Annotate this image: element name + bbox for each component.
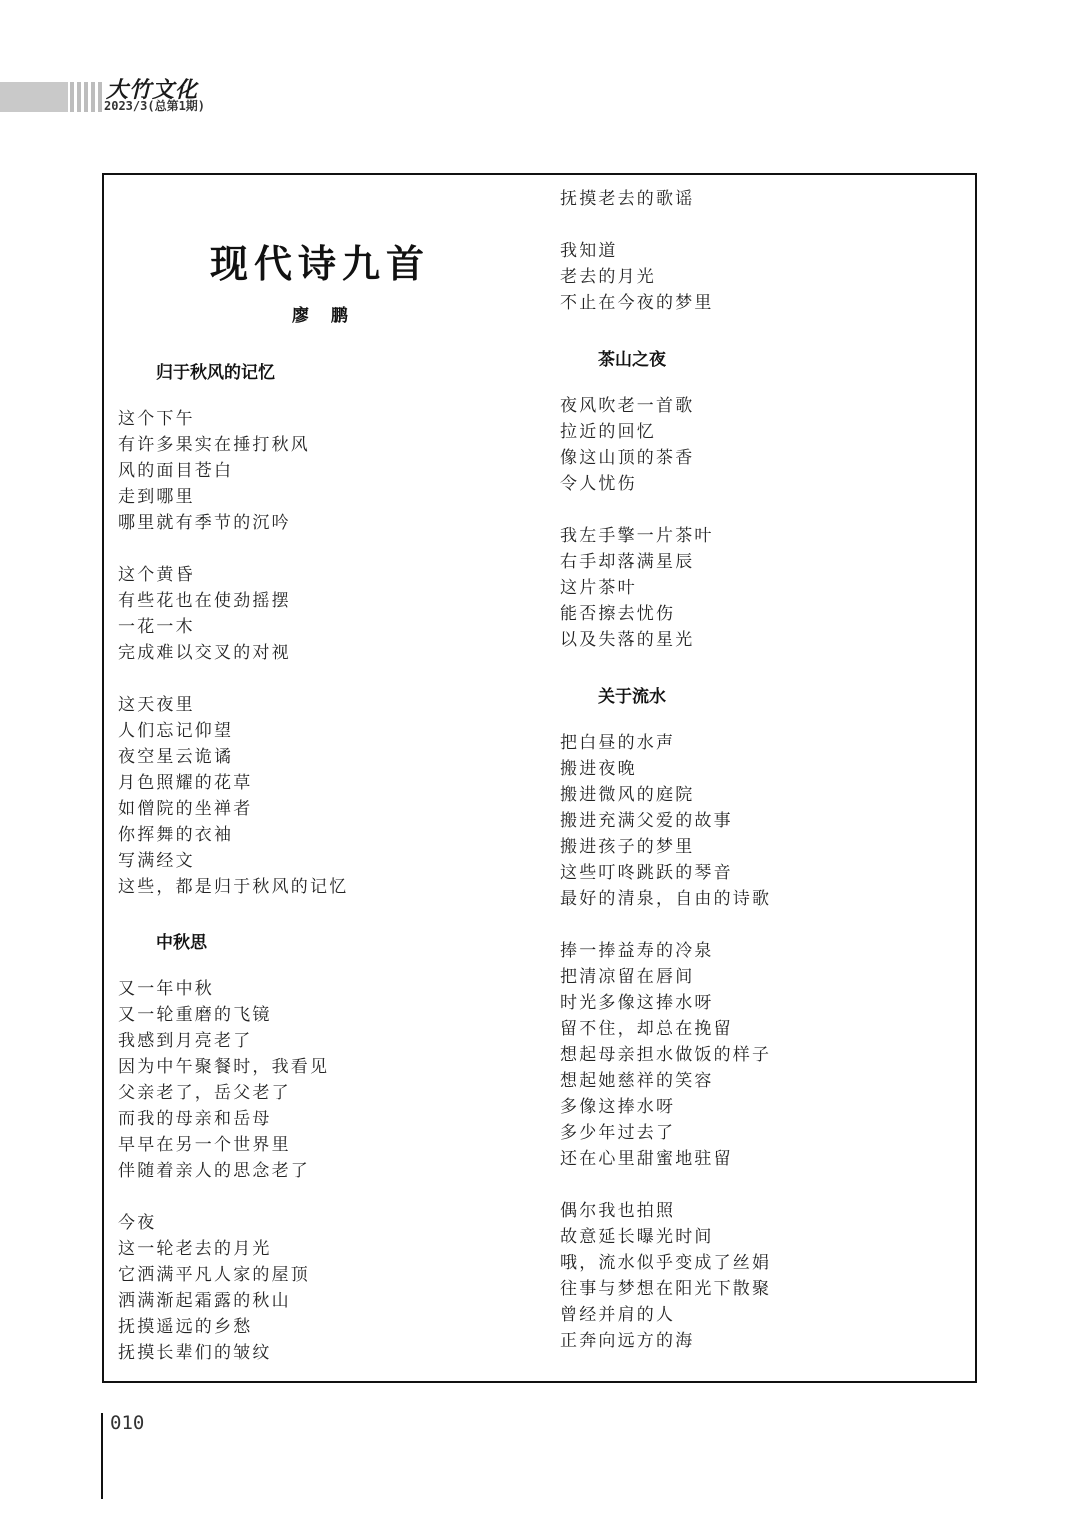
poem-line: 月色照耀的花草 [118,773,253,793]
poem-line: 又一年中秋 [118,979,214,999]
poem-line: 伴随着亲人的思念老了 [118,1161,310,1181]
poem-line: 抚摸老去的歌谣 [560,189,695,209]
poem-line: 这个下午 [118,409,195,429]
poem-line: 今夜 [118,1213,157,1233]
poem-line: 哦，流水似乎变成了丝娟 [560,1253,772,1273]
poem-line: 右手却落满星辰 [560,552,695,572]
poem-line: 偶尔我也拍照 [560,1201,676,1221]
poem-line: 能否擦去忧伤 [560,604,676,624]
poem-line: 像这山顶的茶香 [560,448,695,468]
poem-line: 夜风吹老一首歌 [560,396,695,416]
poem-line: 多像这捧水呀 [560,1097,676,1117]
poem-line: 这片茶叶 [560,578,637,598]
poem-line: 还在心里甜蜜地驻留 [560,1149,733,1169]
poem-line: 曾经并肩的人 [560,1305,676,1325]
poem-line: 夜空星云诡谲 [118,747,234,767]
poem-line: 完成难以交叉的对视 [118,643,291,663]
poem-line: 老去的月光 [560,267,656,287]
poem-section-title: 关于流水 [598,687,666,707]
poem-line: 以及失落的星光 [560,630,695,650]
poem-line: 这天夜里 [118,695,195,715]
poem-line: 捧一捧益寿的冷泉 [560,941,714,961]
header-stripes [70,82,104,112]
magazine-name: 大竹文化 [106,77,199,103]
poem-line: 往事与梦想在阳光下散聚 [560,1279,772,1299]
poem-line: 走到哪里 [118,487,195,507]
poem-line: 时光多像这捧水呀 [560,993,714,1013]
poem-line: 洒满渐起霜露的秋山 [118,1291,291,1311]
poem-line: 有许多果实在捶打秋风 [118,435,310,455]
poem-line: 多少年过去了 [560,1123,676,1143]
poem-line: 想起她慈祥的笑容 [560,1071,714,1091]
poem-line: 抚摸遥远的乡愁 [118,1317,253,1337]
poem-line: 搬进微风的庭院 [560,785,695,805]
poem-line: 你挥舞的衣袖 [118,825,234,845]
article-title: 现代诗九首 [210,241,431,286]
page-number-rule [101,1413,103,1499]
article-author: 廖 鹏 [292,306,356,326]
poem-line: 早早在另一个世界里 [118,1135,291,1155]
poem-line: 而我的母亲和岳母 [118,1109,272,1129]
poem-line: 父亲老了，岳父老了 [118,1083,291,1103]
poem-section-title: 中秋思 [156,933,207,953]
poem-line: 哪里就有季节的沉吟 [118,513,291,533]
poem-line: 搬进孩子的梦里 [560,837,695,857]
poem-line: 这些叮咚跳跃的琴音 [560,863,733,883]
poem-line: 不止在今夜的梦里 [560,293,714,313]
poem-line: 最好的清泉，自由的诗歌 [560,889,772,909]
page-number: 010 [110,1412,145,1434]
poem-line: 拉近的回忆 [560,422,656,442]
poem-line: 因为中午聚餐时，我看见 [118,1057,330,1077]
poem-line: 人们忘记仰望 [118,721,234,741]
poem-line: 搬进充满父爱的故事 [560,811,733,831]
poem-line: 我知道 [560,241,618,261]
poem-section-title: 归于秋风的记忆 [156,363,275,383]
poem-line: 这个黄昏 [118,565,195,585]
poem-line: 把白昼的水声 [560,733,676,753]
poem-line: 又一轮重磨的飞镜 [118,1005,272,1025]
poem-line: 这些，都是归于秋风的记忆 [118,877,349,897]
poem-line: 我感到月亮老了 [118,1031,253,1051]
issue-label: 2023/3(总第1期) [104,99,206,113]
poem-line: 一花一木 [118,617,195,637]
poem-line: 想起母亲担水做饭的样子 [560,1045,772,1065]
poem-line: 搬进夜晚 [560,759,637,779]
poem-line: 如僧院的坐禅者 [118,799,253,819]
poem-line: 风的面目苍白 [118,461,234,481]
poem-line: 写满经文 [118,851,195,871]
poem-line: 留不住，却总在挽留 [560,1019,733,1039]
poem-line: 有些花也在使劲摇摆 [118,591,291,611]
article-frame [102,173,977,1383]
poem-line: 它洒满平凡人家的屋顶 [118,1265,310,1285]
poem-line: 故意延长曝光时间 [560,1227,714,1247]
poem-line: 令人忧伤 [560,474,637,494]
poem-line: 抚摸长辈们的皱纹 [118,1343,272,1363]
poem-line: 我左手擎一片茶叶 [560,526,714,546]
poem-line: 把清凉留在唇间 [560,967,695,987]
poem-line: 正奔向远方的海 [560,1331,695,1351]
poem-section-title: 茶山之夜 [598,350,666,370]
poem-line: 这一轮老去的月光 [118,1239,272,1259]
